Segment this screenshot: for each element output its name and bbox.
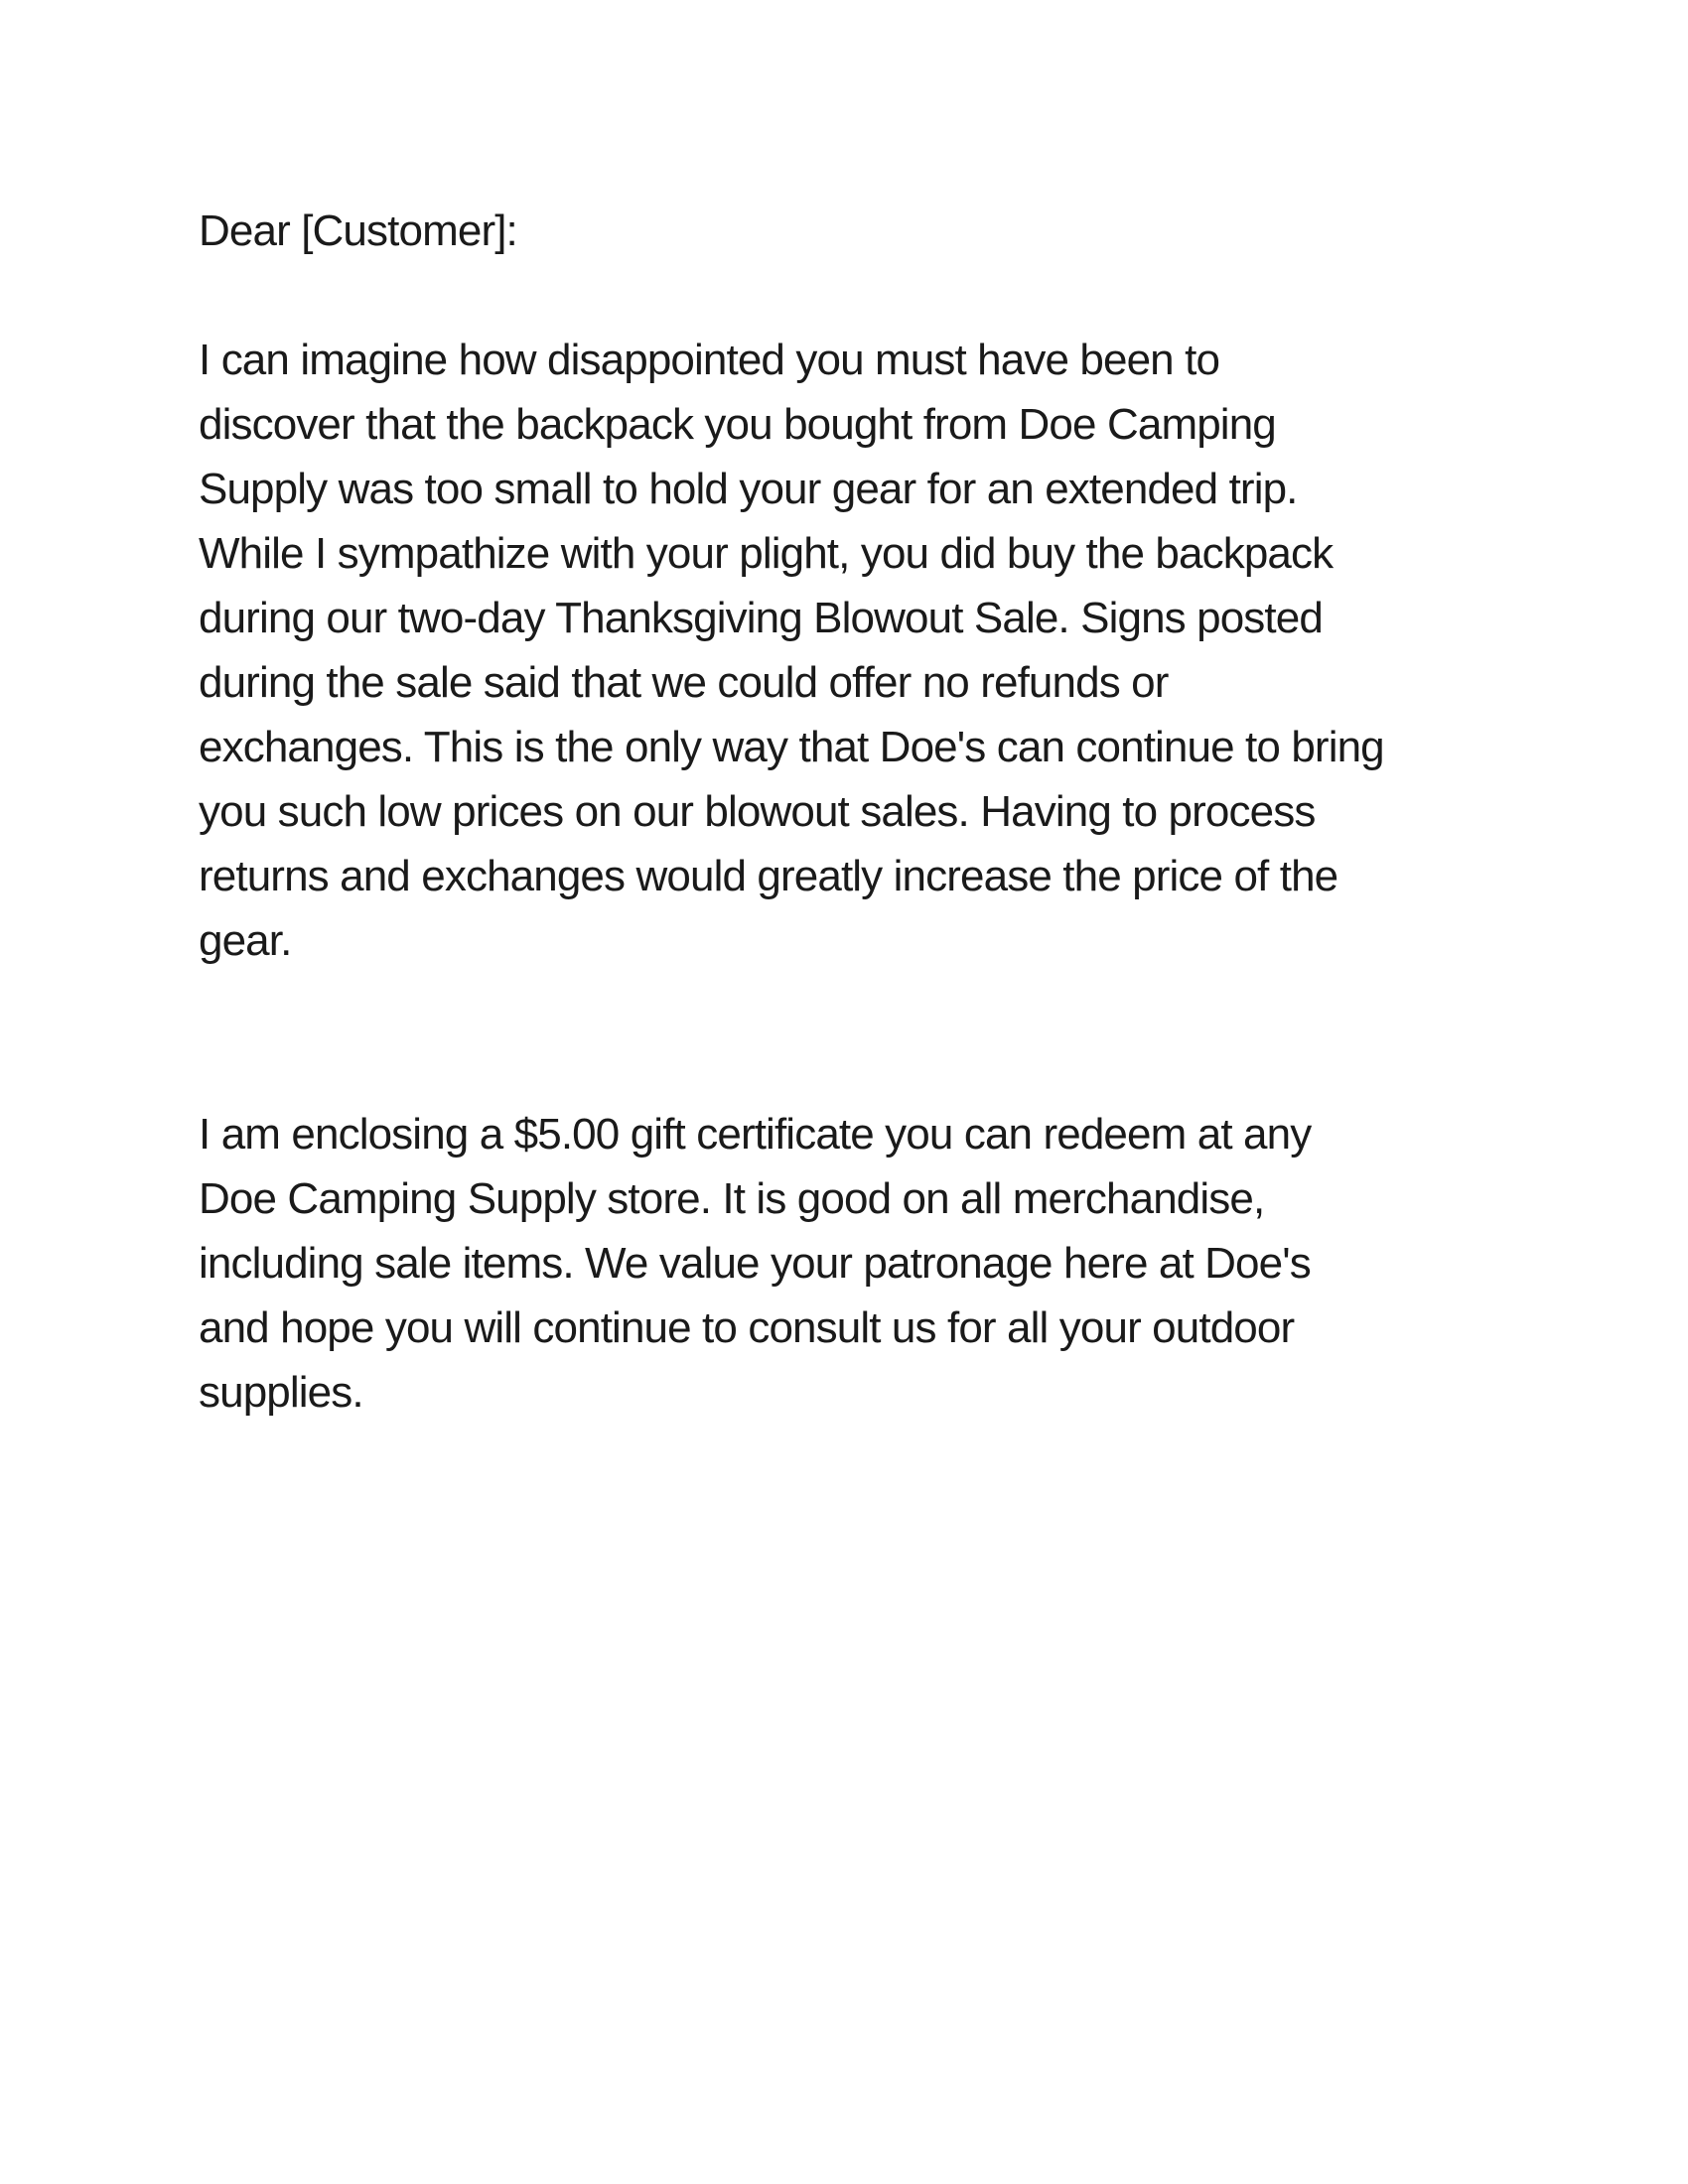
- letter-line: I can imagine how disappointed you must have been to: [199, 336, 1220, 384]
- paragraph-gift-certificate: [199, 1102, 1519, 1425]
- letter-line: during our two-day Thanksgiving Blowout Sale. Signs posted: [199, 594, 1323, 642]
- paragraph-refund-policy: [199, 328, 1519, 973]
- letter-line: including sale items. We value your patronage here at Doe's: [199, 1239, 1311, 1288]
- letter-line: While I sympathize with your plight, you did buy the backpack: [199, 529, 1334, 578]
- letter-line: Supply was too small to hold your gear for an extended trip.: [199, 465, 1298, 513]
- letter-line: I am enclosing a $5.00 gift certificate you can redeem at any: [199, 1110, 1312, 1159]
- letter-line: supplies.: [199, 1368, 363, 1417]
- letter-line: discover that the backpack you bought from Doe Camping: [199, 400, 1276, 449]
- letter-line: gear.: [199, 916, 292, 965]
- letter-line: you such low prices on our blowout sales. Having to process: [199, 787, 1316, 836]
- letter-line: returns and exchanges would greatly increase the price of the: [199, 852, 1338, 900]
- letter-line: during the sale said that we could offer no refunds or: [199, 658, 1169, 707]
- salutation-line: Dear [Customer]:: [199, 206, 517, 255]
- letter-line: exchanges. This is the only way that Doe's can continue to bring: [199, 723, 1384, 771]
- letter-body: [199, 199, 1519, 1425]
- letter-line: Doe Camping Supply store. It is good on all merchandise,: [199, 1174, 1265, 1223]
- letter-line: and hope you will continue to consult us for all your outdoor: [199, 1303, 1295, 1352]
